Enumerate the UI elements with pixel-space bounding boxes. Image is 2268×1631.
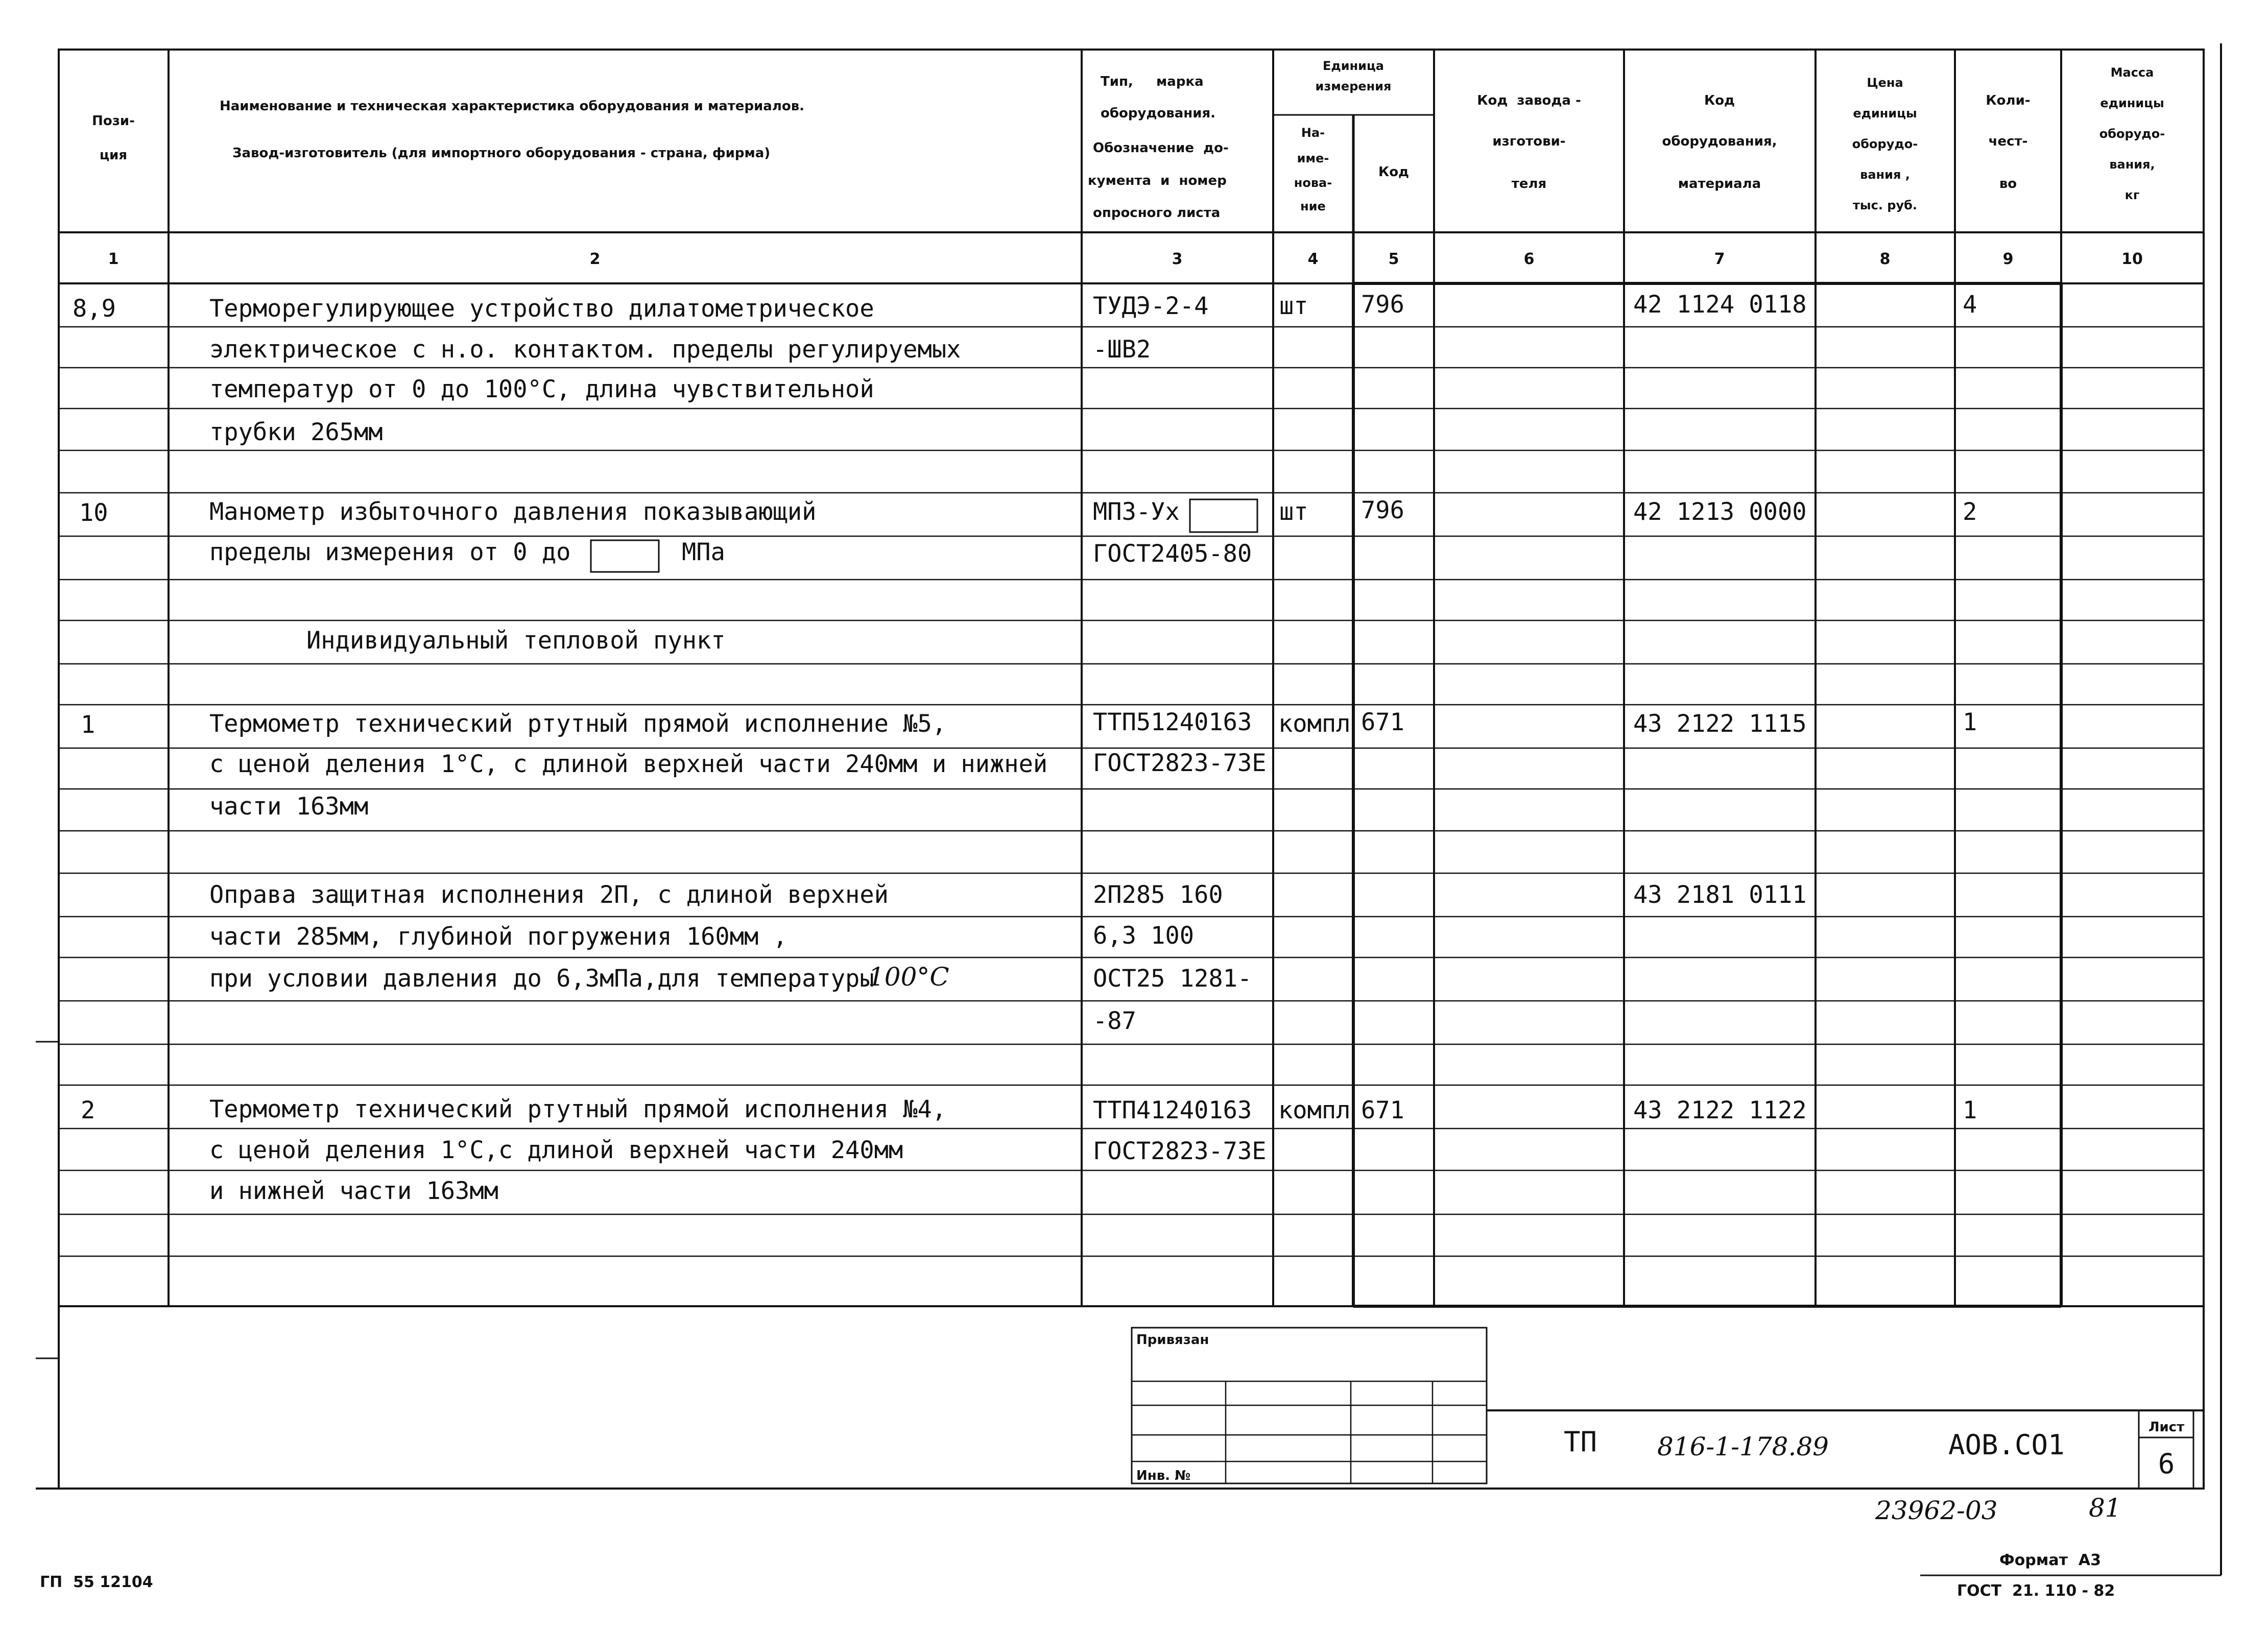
item-type-line: ОСТ25 1281- xyxy=(1093,965,1252,993)
item-name-line: пределы измерения от 0 до xyxy=(209,538,571,566)
header-unit-code: Код xyxy=(1378,164,1410,180)
column-number: 7 xyxy=(1714,250,1725,268)
item-quantity: 4 xyxy=(1963,291,1977,319)
column-number: 1 xyxy=(108,250,119,268)
header-mass-line4: вания, xyxy=(2109,157,2155,172)
header-equip-code-line2: оборудования, xyxy=(1662,134,1777,149)
table-row xyxy=(73,291,1977,446)
item-unit-code: 671 xyxy=(1361,1096,1404,1124)
item-name-line: с ценой деления 1°С, с длиной верхней части 240мм и нижней xyxy=(209,750,1048,778)
column-number: 2 xyxy=(589,250,601,268)
item-type-line: 6,3 100 xyxy=(1093,922,1195,950)
item-name-line: Термометр технический ртутный прямой исполнение №5, xyxy=(209,710,947,738)
item-name-unit: МПа xyxy=(682,538,725,566)
column-number: 3 xyxy=(1172,250,1183,268)
item-unit: шт xyxy=(1279,498,1308,526)
item-name-line: Манометр избыточного давления показывающий xyxy=(209,498,817,526)
header-name-line1: Наименование и техническая характеристика оборудования и материалов. xyxy=(220,99,805,114)
item-name-line: части 163мм xyxy=(209,793,369,821)
privyazan-label: Привязан xyxy=(1136,1332,1209,1348)
blank-value-box xyxy=(1190,499,1257,532)
header-pos-line1: Пози- xyxy=(92,113,135,129)
item-type-line: -87 xyxy=(1093,1007,1136,1035)
item-name-line: и нижней части 163мм xyxy=(209,1177,498,1205)
header-mass-line2: единицы xyxy=(2100,96,2164,110)
item-quantity: 1 xyxy=(1963,708,1977,736)
item-unit-code: 671 xyxy=(1361,708,1404,736)
header-type-line4: кумента и номер xyxy=(1088,173,1227,188)
header-price-line3: оборудо- xyxy=(1852,137,1918,151)
left-code: ГП 55 12104 xyxy=(40,1573,153,1591)
item-unit: компл xyxy=(1278,710,1351,738)
column-number: 6 xyxy=(1523,250,1535,268)
item-quantity: 2 xyxy=(1963,498,1977,526)
item-quantity: 1 xyxy=(1963,1096,1977,1124)
item-type-line: 2П285 160 xyxy=(1093,881,1223,909)
item-unit-code: 796 xyxy=(1361,291,1404,319)
item-equipment-code: 42 1124 0118 xyxy=(1633,291,1807,319)
column-number: 9 xyxy=(2002,250,2014,268)
header-equip-code-line3: материала xyxy=(1678,176,1761,191)
item-name-line: температур от 0 до 100°С, длина чувствительной xyxy=(209,375,874,403)
header-unit-line2: измерения xyxy=(1315,79,1392,93)
header-factory-code-line3: теля xyxy=(1511,176,1547,191)
header-qty-line2: чест- xyxy=(1988,134,2028,149)
item-position: 2 xyxy=(81,1096,96,1124)
column-number: 4 xyxy=(1307,250,1319,268)
header-unit-name-line4: ние xyxy=(1300,199,1326,213)
item-type-line: ГОСТ2405-80 xyxy=(1093,540,1252,568)
blank-value-box xyxy=(591,540,659,572)
item-position: 8,9 xyxy=(73,295,116,323)
sheet-label: Лист xyxy=(2148,1420,2185,1435)
column-number: 5 xyxy=(1388,250,1399,268)
item-unit: шт xyxy=(1279,292,1308,320)
column-number: 10 xyxy=(2121,250,2143,268)
header-type-line5: опросного листа xyxy=(1093,205,1221,221)
handwritten-temperature: 100°С xyxy=(868,962,949,992)
page-footer xyxy=(40,1493,2121,1600)
column-number: 8 xyxy=(1879,250,1891,268)
item-name-line: трубки 265мм xyxy=(209,418,383,446)
header-unit-line1: Единица xyxy=(1323,59,1384,73)
item-name-line: Термометр технический ртутный прямой исполнения №4, xyxy=(209,1095,947,1123)
item-type-line: -ШВ2 xyxy=(1093,335,1151,364)
item-position: 1 xyxy=(81,711,96,739)
handwritten-extra: 81 xyxy=(2089,1493,2121,1523)
item-equipment-code: 42 1213 0000 xyxy=(1633,498,1807,526)
title-block xyxy=(1136,1332,2184,1483)
tp-label: ТП xyxy=(1564,1426,1597,1458)
table-header xyxy=(92,59,2165,221)
handwritten-number: 23962-03 xyxy=(1875,1496,1998,1525)
header-qty-line1: Коли- xyxy=(1986,93,2031,108)
format-label: Формат А3 xyxy=(1999,1551,2101,1569)
header-qty-line3: во xyxy=(1999,176,2017,191)
header-unit-name-line3: нова- xyxy=(1294,176,1332,190)
header-price-line1: Цена xyxy=(1867,76,1903,90)
header-price-line4: вания , xyxy=(1860,167,1910,182)
item-position: 10 xyxy=(79,499,108,527)
header-unit-name-line2: име- xyxy=(1297,151,1329,165)
sheet-number: 6 xyxy=(2158,1448,2175,1480)
table-row xyxy=(81,1095,1977,1205)
header-mass-line5: кг xyxy=(2124,188,2140,202)
item-name-line: Терморегулирующее устройство дилатометрическое xyxy=(209,295,874,323)
header-type-line1: Тип, марка xyxy=(1101,74,1204,89)
header-pos-line2: ция xyxy=(99,148,128,163)
item-equipment-code: 43 2122 1122 xyxy=(1633,1096,1807,1124)
header-factory-code-line1: Код завода - xyxy=(1477,93,1581,108)
table-row xyxy=(79,496,1977,572)
item-type-line: МП3-Ух xyxy=(1093,498,1180,526)
item-type-line: ГОСТ2823-73Е xyxy=(1093,1137,1267,1165)
header-mass-line3: оборудо- xyxy=(2099,127,2165,141)
item-equipment-code: 43 2181 0111 xyxy=(1633,881,1807,909)
header-equip-code-line1: Код xyxy=(1704,93,1735,108)
header-type-line3: Обозначение до- xyxy=(1093,140,1229,156)
item-type-line: ТТП4124016З xyxy=(1093,1096,1252,1124)
gost-label: ГОСТ 21. 110 - 82 xyxy=(1957,1582,2115,1600)
inventory-number-label: Инв. № xyxy=(1136,1468,1191,1483)
header-price-line5: тыс. руб. xyxy=(1852,198,1918,212)
item-name-line: Оправа защитная исполнения 2П, с длиной верхней xyxy=(209,881,889,909)
item-type-line: ТУДЭ-2-4 xyxy=(1093,292,1209,320)
column-numbers-row xyxy=(108,250,2143,268)
header-type-line2: оборудования. xyxy=(1101,106,1216,121)
item-type-line: ТТП5124016З xyxy=(1093,708,1252,736)
item-unit: компл xyxy=(1278,1096,1351,1124)
header-price-line2: единицы xyxy=(1853,106,1917,121)
item-name-line: с ценой деления 1°С,с длиной верхней части 240мм xyxy=(209,1136,903,1164)
header-mass-line1: Масса xyxy=(2110,65,2154,80)
table-row xyxy=(81,708,1977,821)
item-name-line: при условии давления до 6,3мПа,для температуры xyxy=(209,965,874,993)
sheet-code: АОВ.СО1 xyxy=(1948,1429,2065,1461)
item-unit-code: 796 xyxy=(1361,496,1404,524)
section-title: Индивидуальный тепловой пункт xyxy=(306,627,726,655)
item-name-line: части 285мм, глубиной погружения 160мм , xyxy=(209,923,787,951)
header-factory-code-line2: изготови- xyxy=(1492,134,1566,149)
item-equipment-code: 43 2122 1115 xyxy=(1633,710,1807,738)
item-type-line: ГОСТ2823-73Е xyxy=(1093,749,1267,777)
header-unit-name-line1: На- xyxy=(1301,126,1325,140)
document-code: 816-1-178.89 xyxy=(1657,1432,1829,1461)
item-name-line: электрическое с н.о. контактом. пределы регулируемых xyxy=(209,335,961,364)
header-name-line2: Завод-изготовитель (для импортного оборудования - страна, фирма) xyxy=(232,146,771,161)
